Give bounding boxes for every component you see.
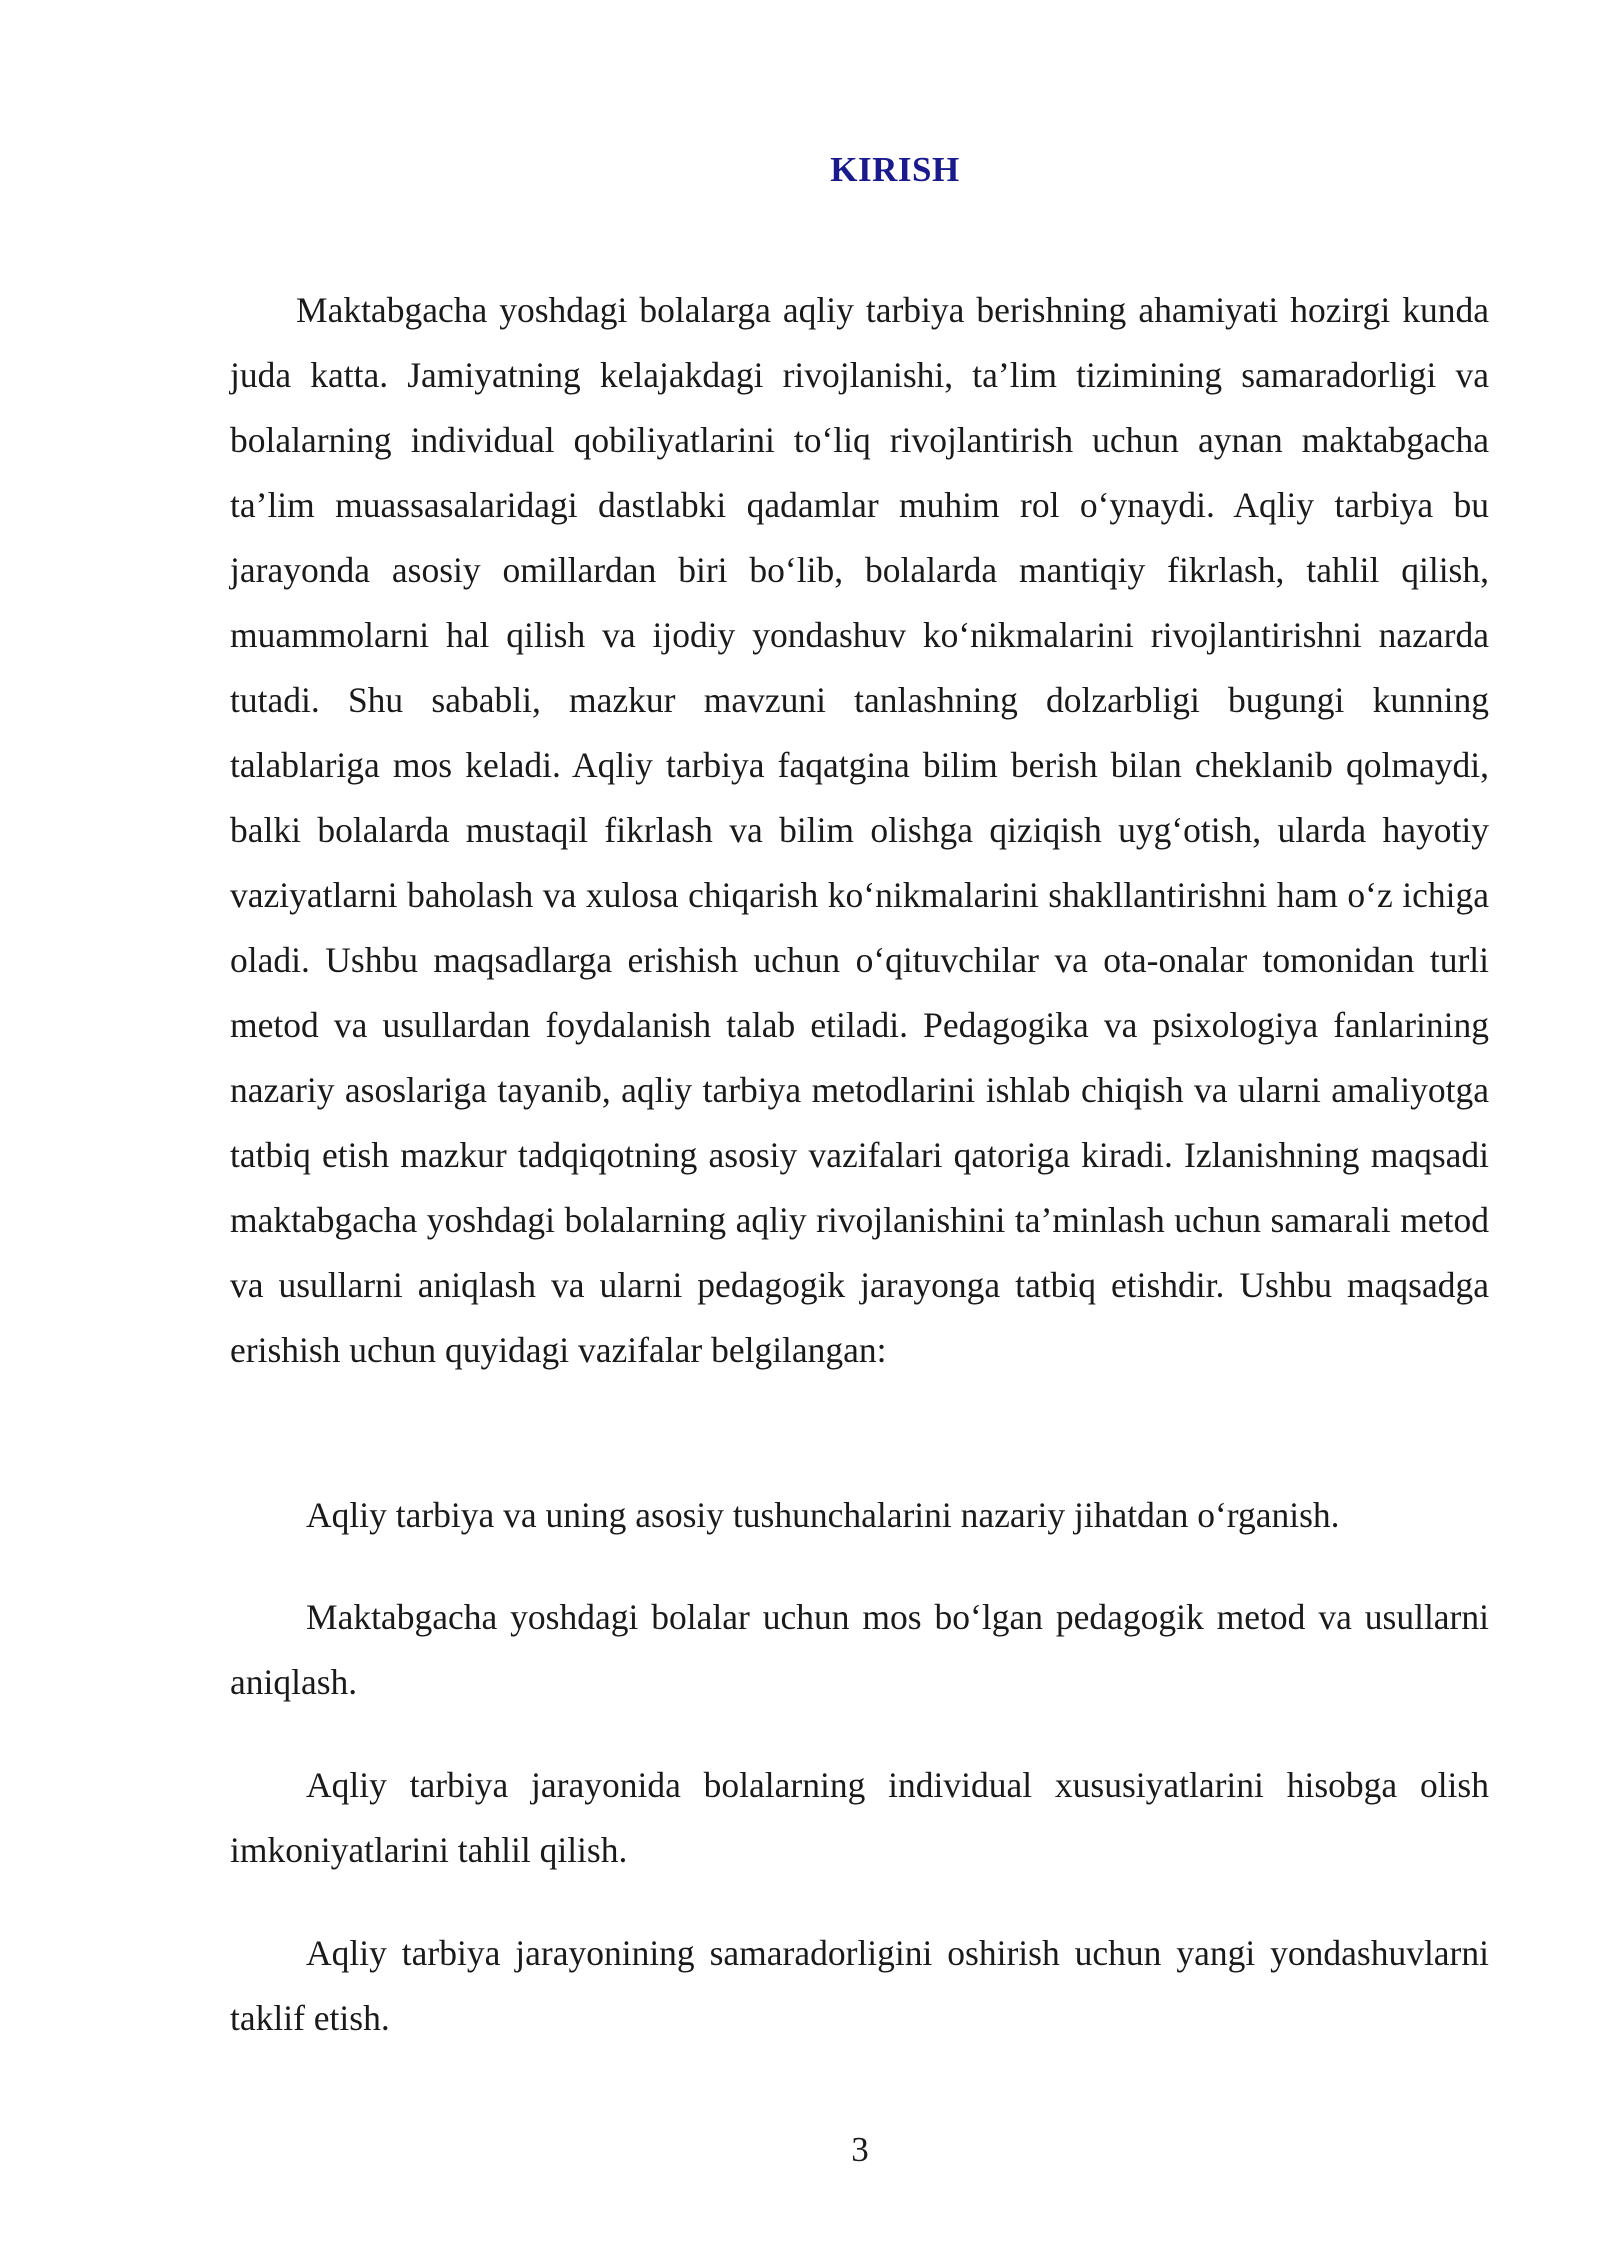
task-item: Aqliy tarbiya jarayonida bolalarning individual xususiyatlarini hisobga olish imkoniyatlarini tahlil qilish. bbox=[230, 1765, 1489, 1870]
task-item: Aqliy tarbiya jarayonining samaradorligini oshirish uchun yangi yondashuvlarni taklif etish. bbox=[230, 1933, 1489, 2038]
task-item: Aqliy tarbiya va uning asosiy tushunchalarini nazariy jihatdan o‘rganish. bbox=[306, 1495, 1340, 1535]
section-title: KIRISH bbox=[830, 150, 960, 189]
task-item: Maktabgacha yoshdagi bolalar uchun mos bo‘lgan pedagogik metod va usullarni aniqlash. bbox=[230, 1597, 1489, 1702]
intro-paragraph: Maktabgacha yoshdagi bolalarga aqliy tarbiya berishning ahamiyati hozirgi kunda juda katta. Jamiyatning kelajakdagi rivojlanishi, ta’lim tizimining samaradorligi va bolalarning individual qobiliyatlarini to‘liq rivojlantirish uchun aynan maktabgacha ta’lim muassasalaridagi dastlabki qadamlar muhim rol o‘ynaydi. Aqliy tarbiya bu jarayonda asosiy omillardan biri bo‘lib, bolalarda mantiqiy fikrlash, tahlil qilish, muammolarni hal qilish va ijodiy yondashuv ko‘nikmalarini rivojlantirishni nazarda tutadi. Shu sababli, mazkur mavzuni tanlashning dolzarbligi bugungi kunning talablariga mos keladi. Aqliy tarbiya faqatgina bilim berish bilan cheklanib qolmaydi, balki bolalarda mustaqil fikrlash va bilim olishga qiziqish uyg‘otish, ularda hayotiy vaziyatlarni baholash va xulosa chiqarish ko‘nikmalarini shakllantirishni ham o‘z ichiga oladi. Ushbu maqsadlarga erishish uchun o‘qituvchilar va ota-onalar tomonidan turli metod va usullardan foydalanish talab etiladi. Pedagogika va psixologiya fanlarining nazariy asoslariga tayanib, aqliy tarbiya metodlarini ishlab chiqish va ularni amaliyotga tatbiq etish mazkur tadqiqotning asosiy vazifalari qatoriga kiradi. Izlanishning maqsadi maktabgacha yoshdagi bolalarning aqliy rivojlanishini ta’minlash uchun samarali metod va usullarni aniqlash va ularni pedagogik jarayonga tatbiq etishdir. Ushbu maqsadga erishish uchun quyidagi vazifalar belgilangan: bbox=[230, 290, 1489, 1370]
page-number: 3 bbox=[851, 2130, 869, 2169]
